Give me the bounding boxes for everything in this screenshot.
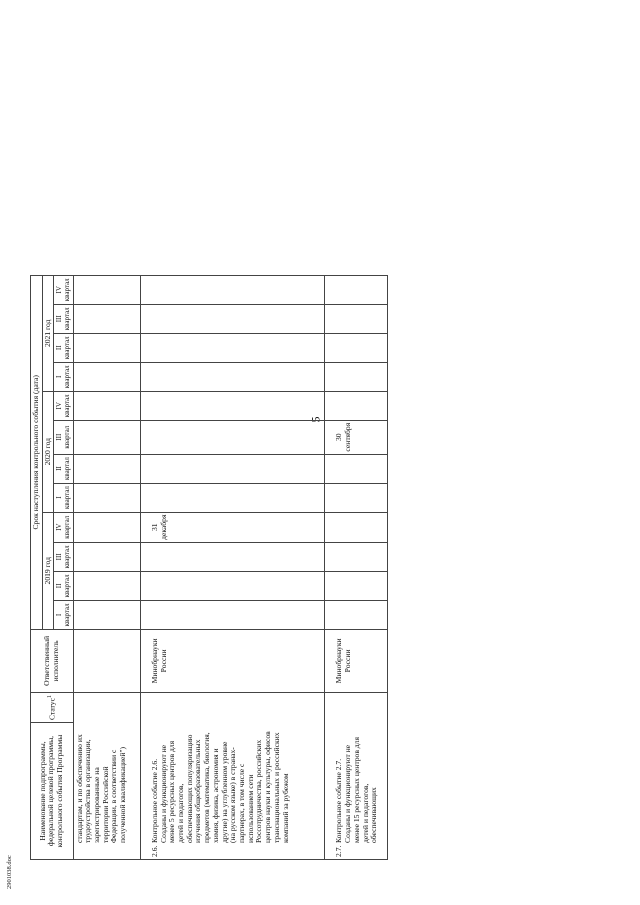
row-quarter-cell bbox=[140, 275, 325, 304]
row-quarter-cell bbox=[325, 391, 388, 420]
table-row bbox=[325, 275, 388, 859]
header-year-2019: 2019 год bbox=[42, 512, 54, 629]
row-quarter-cell bbox=[325, 454, 388, 483]
row-quarter-cell bbox=[325, 333, 388, 362]
row-responsible: Минобрнауки России bbox=[325, 629, 388, 692]
row-responsible: Минобрнауки России bbox=[140, 629, 325, 692]
row-quarter-cell bbox=[73, 600, 140, 629]
row-quarter-cell bbox=[325, 362, 388, 391]
row-quarter-cell bbox=[140, 483, 325, 512]
row-quarter-cell bbox=[325, 275, 388, 304]
row-quarter-cell bbox=[140, 600, 325, 629]
row-quarter-cell bbox=[325, 512, 388, 542]
table-row bbox=[73, 275, 140, 859]
header-status-footnote: 1 bbox=[46, 694, 54, 699]
row-quarter-cell bbox=[73, 275, 140, 304]
header-quarter: III квартал bbox=[54, 420, 73, 454]
row-quarter-cell bbox=[325, 483, 388, 512]
header-quarter: I квартал bbox=[54, 483, 73, 512]
row-quarter-cell bbox=[73, 454, 140, 483]
header-quarter: II квартал bbox=[54, 333, 73, 362]
header-responsible: Ответственный исполнитель bbox=[31, 629, 74, 692]
row-quarter-cell bbox=[73, 483, 140, 512]
row-number: 2.6. bbox=[149, 845, 159, 857]
header-name: Наименование подпрограммы, федеральной целевой программы, контрольного события Программы bbox=[31, 723, 74, 860]
row-quarter-cell bbox=[140, 454, 325, 483]
header-quarter: II квартал bbox=[54, 454, 73, 483]
row-quarter-cell bbox=[140, 571, 325, 600]
row-number: 2.7. bbox=[334, 845, 344, 857]
row-name-cell bbox=[73, 692, 140, 859]
header-quarter: III квартал bbox=[54, 304, 73, 333]
row-quarter-cell bbox=[140, 420, 325, 454]
row-name-cell bbox=[325, 692, 388, 859]
header-quarter: II квартал bbox=[54, 571, 73, 600]
row-quarter-cell bbox=[140, 362, 325, 391]
row-quarter-cell bbox=[73, 512, 140, 542]
table-row bbox=[140, 275, 325, 859]
header-quarter: IV квартал bbox=[54, 391, 73, 420]
rotated-document bbox=[18, 0, 618, 860]
row-quarter-cell bbox=[73, 304, 140, 333]
header-quarter: I квартал bbox=[54, 362, 73, 391]
row-quarter-cell bbox=[73, 542, 140, 571]
row-deadline-date: 31 декабря bbox=[140, 512, 325, 542]
row-event-text: Контрольное событие 2.6. Созданы и функционируют не менее 5 ресурсных центров для детей и педагогов, обеспечивающих популяризацию изучения общеобразовательных предметов (математика, биология, химия, физика, астрономия и другие) на углубленном уровне (на русском языке) в странах-партнерах, в том числе с использованием сети Россотрудничества, российских центров науки и культуры, офисов транснациональных и российских компаний за рубежом bbox=[149, 731, 290, 843]
row-quarter-cell bbox=[73, 571, 140, 600]
row-quarter-cell bbox=[140, 542, 325, 571]
control-events-table bbox=[30, 275, 388, 860]
row-quarter-cell bbox=[73, 391, 140, 420]
row-name-cell bbox=[140, 692, 325, 859]
row-quarter-cell bbox=[325, 571, 388, 600]
header-quarter: I квартал bbox=[54, 600, 73, 629]
row-quarter-cell bbox=[140, 391, 325, 420]
row-responsible bbox=[73, 629, 140, 692]
row-quarter-cell bbox=[73, 333, 140, 362]
row-quarter-cell bbox=[140, 304, 325, 333]
page-number: 5 bbox=[308, 416, 323, 423]
header-status-label: Статус bbox=[47, 698, 57, 720]
header-deadline: Срок наступления контрольного события (дата) bbox=[31, 275, 43, 629]
header-quarter: IV квартал bbox=[54, 275, 73, 304]
header-quarter: III квартал bbox=[54, 542, 73, 571]
row-quarter-cell bbox=[140, 333, 325, 362]
header-year-2020: 2020 год bbox=[42, 391, 54, 512]
header-year-2021: 2021 год bbox=[42, 275, 54, 391]
header-quarter: IV квартал bbox=[54, 512, 73, 542]
row-event-text: Контрольное событие 2.7. Созданы и функционируют не менее 15 ресурсных центров для детей и педагогов, обеспечивающих bbox=[334, 737, 379, 843]
row-quarter-cell bbox=[325, 304, 388, 333]
row-event-text: стандартам, и по обеспечению их трудоустройства в организации, зарегистрированные на территории Российской Федерации, в соответствии с полученной квалификацией") bbox=[74, 734, 128, 843]
row-quarter-cell bbox=[73, 420, 140, 454]
header-status bbox=[31, 692, 74, 722]
row-quarter-cell bbox=[325, 542, 388, 571]
row-deadline-date: 30 сентября bbox=[325, 420, 388, 454]
footer-filename: 2901038.doc bbox=[6, 855, 13, 889]
row-quarter-cell bbox=[73, 362, 140, 391]
row-quarter-cell bbox=[325, 600, 388, 629]
table-body bbox=[73, 275, 387, 859]
header-row-1 bbox=[31, 275, 43, 859]
